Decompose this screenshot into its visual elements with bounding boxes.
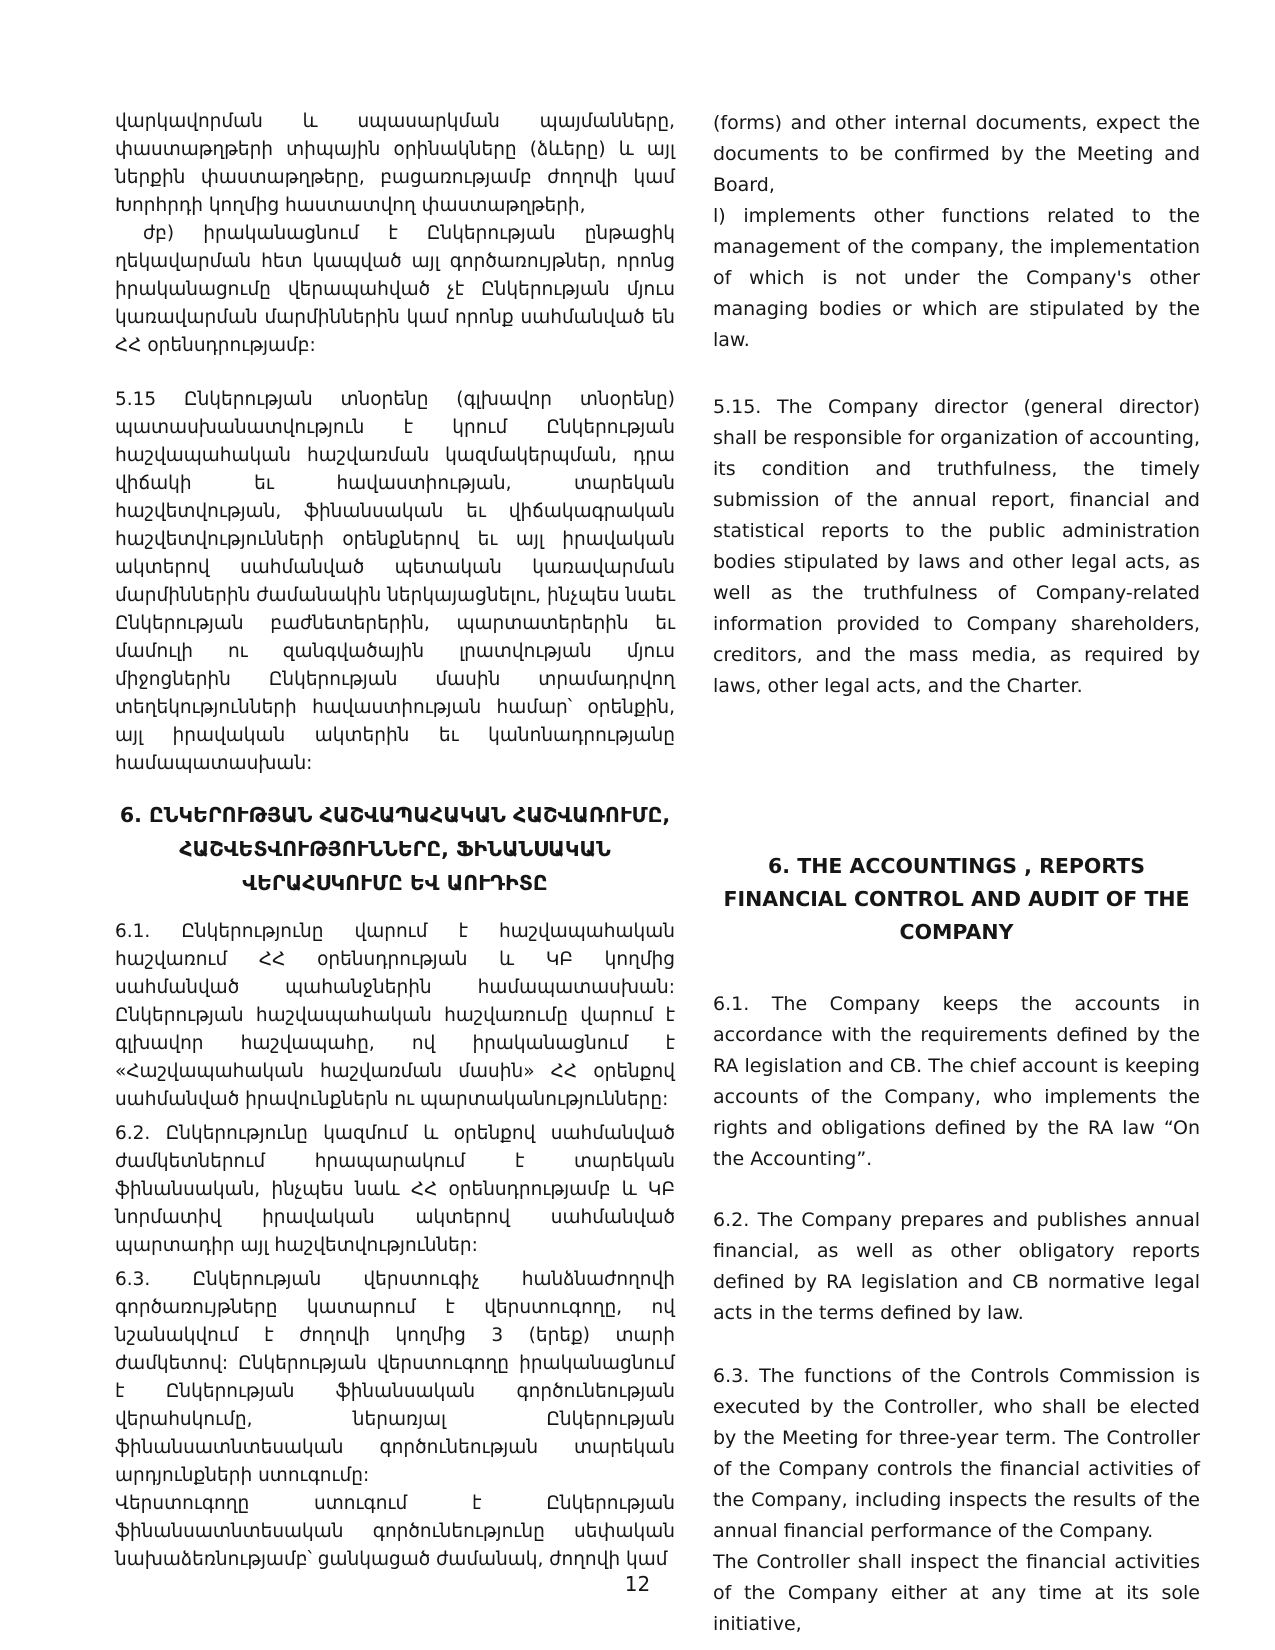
section-6-heading-hy: 6. ԸՆԿԵՐՈՒԹՅԱՆ ՀԱՇՎԱՊԱՀԱԿԱՆ ՀԱՇՎԱՌՈՒՄԸ, ՀԱՇՎԵՏՎՈՒԹՅՈՒՆՆԵՐԸ, ՖԻՆԱՆՍԱԿԱՆ ՎԵՐԱՀՍԿՈՒՄԸ ԵՎ ԱՈՒԴԻՏԸ: [119, 803, 671, 895]
paragraph-continuation-en: (forms) and other internal documents, expect the documents to be confirmed by the Meeting and Board,: [713, 112, 1200, 196]
paragraph-6-3-en: 6.3. The functions of the Controls Commission is executed by the Controller, who shall be elected by the Meeting for three-year term. The Controller of the Company controls the financial activities of the Company, including inspects the results of the annual financial performance of the Company.: [713, 1365, 1200, 1542]
paragraph-controller-hy: Վերստուգողը ստուգում է Ընկերության ֆինանսատնտեսական գործունեությունը սեփական նախաձեռնությամբ՝ ցանկացած ժամանակ, ժողովի կամ: [115, 1493, 675, 1570]
english-column: [713, 108, 1200, 1640]
paragraph-item-l-en: l) implements other functions related to the management of the company, the implementation of which is not under the Company's other managing bodies or which are stipulated by the law.: [713, 205, 1200, 351]
paragraph-5-15-en: 5.15. The Company director (general director) shall be responsible for organization of accounting, its condition and truthfulness, the timely submission of the annual report, financial and statistical reports to the public administration bodies stipulated by laws and other legal acts, as well as the truthfulness of Company-related information provided to Company shareholders, creditors, and the mass media, as required by laws, other legal acts, and the Charter.: [713, 396, 1200, 697]
paragraph-controller-en: The Controller shall inspect the financial activities of the Company either at any time at its sole initiative,: [713, 1551, 1200, 1635]
paragraph-6-1-hy: 6.1. Ընկերությունը վարում է հաշվապահական հաշվառում ՀՀ օրենսդրության և ԿԲ կողմից սահմանված պահանջներին համապատասխան: Ընկերության հաշվապահական հաշվառումը վարում է գլխավոր հաշվապահը, ով իրականացնում է «Հաշվապահական հաշվառման մասին» ՀՀ օրենքով սահմանված իրավունքներն ու պարտականությունները:: [115, 921, 675, 1110]
paragraph-5-15-hy: 5.15 Ընկերության տնօրենը (գլխավոր տնօրենը) պատասխանատվություն է կրում Ընկերության հաշվապահական հաշվառման կազմակերպման, դրա վիճակի եւ հավաստիության, տարեկան հաշվետվության, ֆինանսական եւ վիճակագրական հաշվետվությունների օրենքներով եւ այլ իրավական ակտերով սահմանված պետական կառավարման մարմիններին ժամանակին ներկայացնելու, ինչպես նաեւ Ընկերության բաժնետերերին, պարտատերերին եւ մամուլի ու զանգվածային լրատվության մյուս միջոցներին Ընկերության մասին տրամադրվող տեղեկությունների հավաստիության համար՝ օրենքին, այլ իրավական ակտերին եւ կանոնադրությանը համապատասխան:: [115, 389, 675, 774]
paragraph-item-jb-hy: ժբ) իրականացնում է Ընկերության ընթացիկ ղեկավարման հետ կապված այլ գործառույթներ, որոնց իրականացումը վերապահված չէ Ընկերության մյուս կառավարման մարմիններին կամ որոնք սահմանված են ՀՀ օրենսդրությամբ:: [115, 223, 675, 356]
paragraph-6-3-hy: 6.3. Ընկերության վերստուգիչ հանձնաժողովի գործառույթները կատարում է վերստուգողը, ով նշանակվում է ժողովի կողմից 3 (երեք) տարի ժամկետով: Ընկերության վերստուգողը իրականացնում է Ընկերության ֆինանսական գործունեության վերահսկումը, ներառյալ Ընկերության ֆինանսատնտեսական գործունեության տարեկան արդյունքների ստուգումը:: [115, 1269, 675, 1486]
page-number: 12: [624, 1572, 651, 1596]
paragraph-6-2-en: 6.2. The Company prepares and publishes annual financial, as well as other obligatory reports defined by RA legislation and CB normative legal acts in the terms defined by law.: [713, 1209, 1200, 1324]
paragraph-continuation-hy: վարկավորման և սպասարկման պայմանները, փաստաթղթերի տիպային օրինակները (ձևերը) և այլ ներքին փաստաթղթերը, բացառությամբ ժողովի կամ Խորհրդի կողմից հաստատվող փաստաթղթերի,: [115, 111, 675, 216]
section-6-heading-en: 6. THE ACCOUNTINGS , REPORTS FINANCIAL CONTROL AND AUDIT OF THE COMPANY: [723, 854, 1190, 944]
paragraph-6-1-en: 6.1. The Company keeps the accounts in accordance with the requirements defined by the RA legislation and CB. The chief account is keeping accounts of the Company, who implements the rights and obligations defined by the RA law “On the Accounting”.: [713, 993, 1200, 1170]
paragraph-6-2-hy: 6.2. Ընկերությունը կազմում և օրենքով սահմանված ժամկետներում հրապարակում է տարեկան ֆինանսական, ինչպես նաև ՀՀ օրենսդրությամբ և ԿԲ նորմատիվ իրավական ակտերով սահմանված պարտադիր այլ հաշվետվություններ:: [115, 1123, 675, 1256]
armenian-column: [115, 108, 675, 1574]
